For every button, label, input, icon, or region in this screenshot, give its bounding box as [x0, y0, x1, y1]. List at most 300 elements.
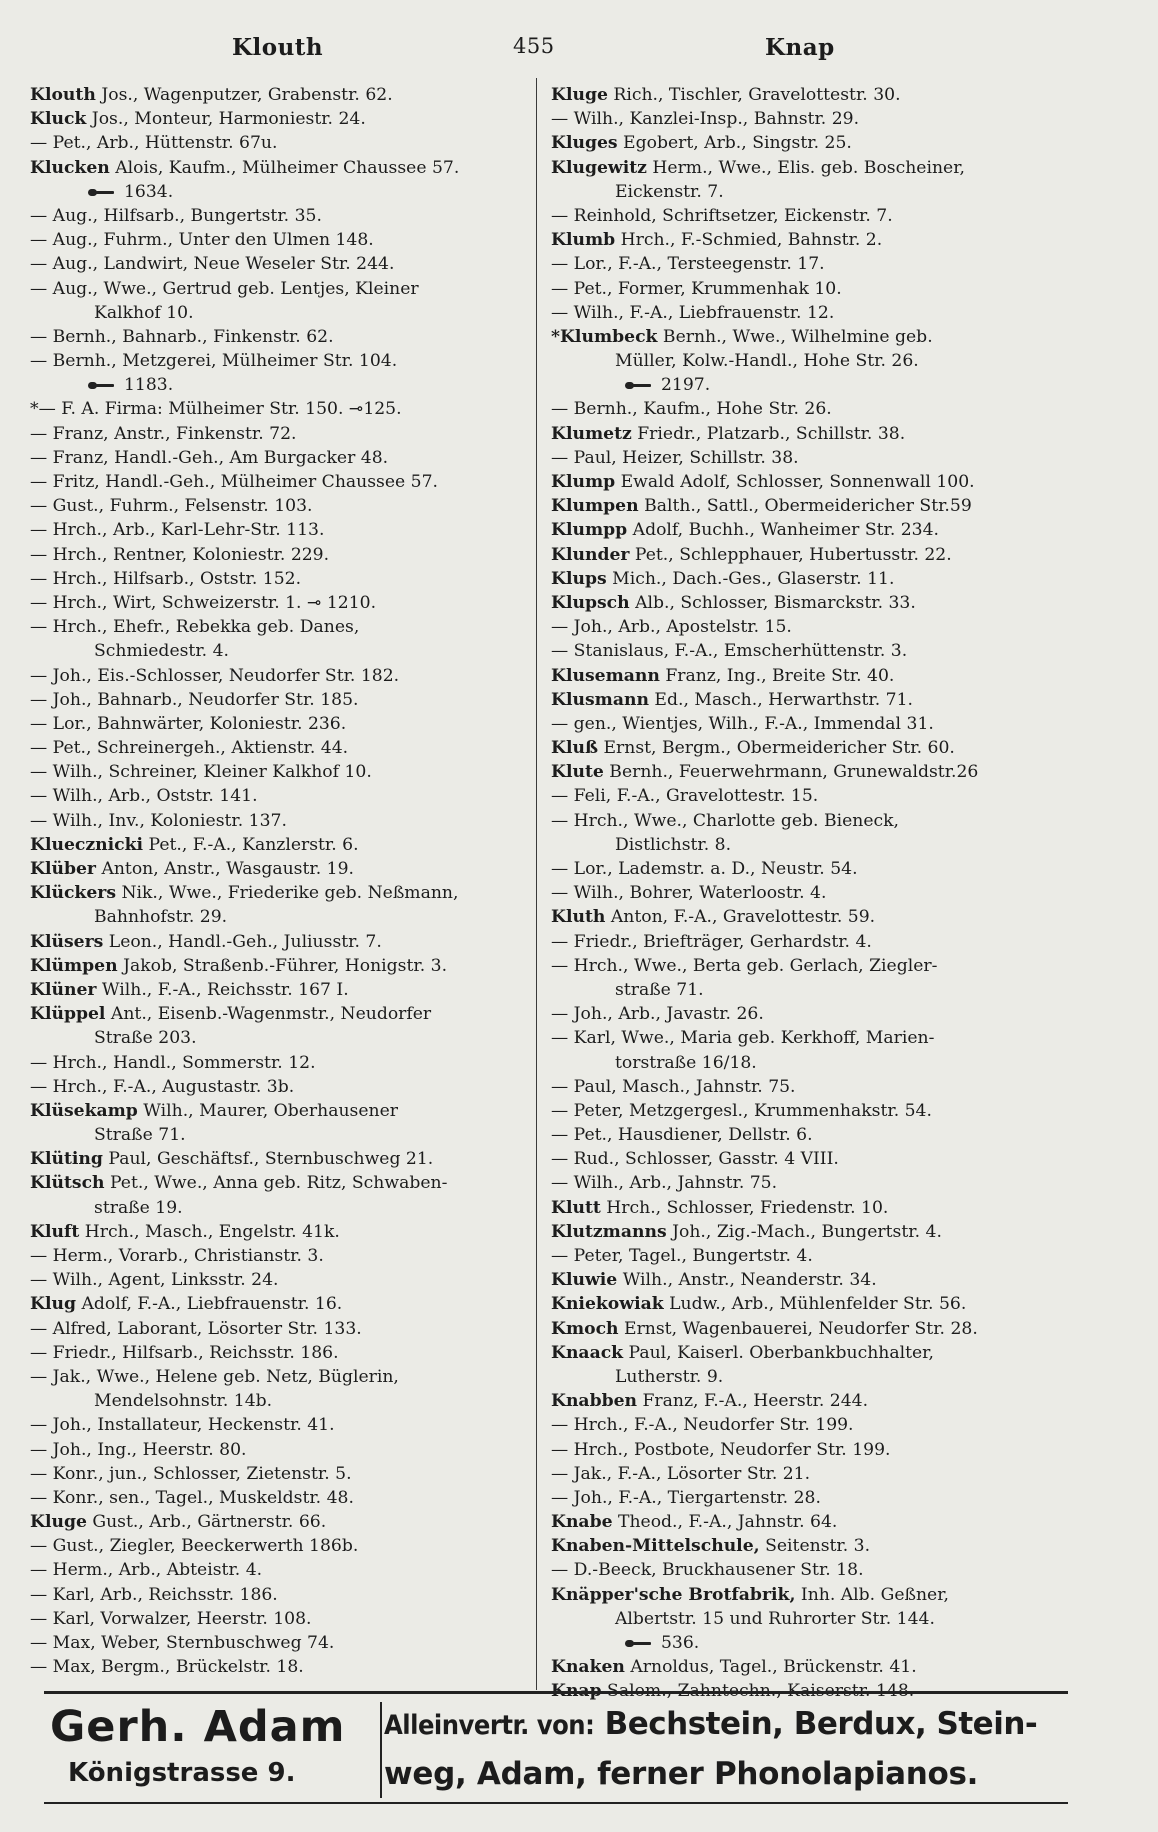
- entry-details: — Gust., Ziegler, Beeckerwerth 186b.: [30, 1536, 359, 1557]
- entry-details: — Hrch., F.-A., Augustastr. 3b.: [30, 1076, 295, 1097]
- directory-entry: [30, 156, 545, 180]
- entry-details: — Karl, Wwe., Maria geb. Kerkhoff, Marien-: [551, 1028, 935, 1049]
- entry-details: — Wilh., Arb., Jahnstr. 75.: [551, 1173, 778, 1194]
- entry-details: Seitenstr. 3.: [759, 1536, 871, 1557]
- entry-surname: Klumpp: [551, 520, 628, 541]
- entry-details: — Wilh., Bohrer, Waterloostr. 4.: [551, 883, 827, 904]
- entry-details: Straße 71.: [94, 1125, 186, 1146]
- entry-details: — Konr., jun., Schlosser, Zietenstr. 5.: [30, 1463, 352, 1484]
- entry-details: Franz, Ing., Breite Str. 40.: [659, 665, 895, 686]
- entry-details: straße 71.: [615, 979, 704, 1000]
- page-header: [0, 34, 1158, 66]
- entry-surname: Knabben: [551, 1391, 638, 1412]
- entry-details: Ludw., Arb., Mühlenfelder Str. 56.: [663, 1294, 967, 1315]
- entry-details: — Lor., F.-A., Tersteegenstr. 17.: [551, 254, 825, 275]
- directory-entry: [30, 930, 545, 954]
- directory-entry: [30, 1438, 545, 1462]
- entry-details: Egobert, Arb., Singstr. 25.: [617, 133, 852, 154]
- entry-details: Lutherstr. 9.: [615, 1366, 724, 1387]
- directory-entry: [30, 954, 545, 978]
- entry-details: — Joh., Installateur, Heckenstr. 41.: [30, 1415, 335, 1436]
- entry-details: Hrch., F.-Schmied, Bahnstr. 2.: [615, 230, 883, 251]
- directory-entry: [551, 1244, 1081, 1268]
- entry-details: Leon., Handl.-Geh., Juliusstr. 7.: [103, 931, 382, 952]
- entry-details: — Joh., Arb., Apostelstr. 15.: [551, 617, 792, 638]
- entry-details: — Pet., Schreinergeh., Aktienstr. 44.: [30, 738, 349, 759]
- directory-entry: [551, 1317, 1081, 1341]
- directory-entry: [30, 1123, 545, 1147]
- directory-entry: [551, 591, 1081, 615]
- directory-entry: [551, 784, 1081, 808]
- entry-details: Theod., F.-A., Jahnstr. 64.: [612, 1512, 838, 1533]
- entry-details: — Hrch., Rentner, Koloniestr. 229.: [30, 544, 330, 565]
- entry-details: Anton, Anstr., Wasgaustr. 19.: [95, 859, 354, 879]
- entry-details: Hrch., Schlosser, Friedenstr. 10.: [600, 1197, 889, 1218]
- directory-entry: [551, 1268, 1081, 1292]
- entry-surname: Klumb: [551, 230, 616, 251]
- directory-entry: [30, 204, 545, 228]
- directory-entry: [551, 325, 1081, 349]
- advertisement: [44, 1700, 1068, 1800]
- entry-surname: Kluges: [551, 133, 618, 154]
- directory-entry: [551, 1002, 1081, 1026]
- entry-details: Paul, Kaiserl. Oberbankbuchhalter,: [623, 1342, 934, 1363]
- ad-line-1: [384, 1706, 1037, 1742]
- entry-details: — Rud., Schlosser, Gasstr. 4 VIII.: [551, 1149, 839, 1170]
- directory-entry: [551, 688, 1081, 712]
- entry-details: Gust., Arb., Gärtnerstr. 66.: [86, 1512, 327, 1533]
- directory-entry: [30, 1510, 545, 1534]
- directory-entry: [30, 1341, 545, 1365]
- directory-entry: [551, 446, 1081, 470]
- entry-details: — Hrch., Handl., Sommerstr. 12.: [30, 1052, 316, 1073]
- entry-details: Ernst, Bergm., Obermeidericher Str. 60.: [598, 738, 955, 759]
- entry-surname: Kluß: [551, 738, 599, 759]
- entry-details: — Hrch., Arb., Karl-Lehr-Str. 113.: [30, 520, 325, 541]
- entry-details: — Wilh., Inv., Koloniestr. 137.: [30, 810, 287, 831]
- ad-address: Königstrasse 9.: [68, 1758, 296, 1788]
- entry-details: — Fritz, Handl.-Geh., Mülheimer Chaussee 57.: [30, 472, 438, 492]
- directory-entry: [551, 277, 1081, 301]
- entry-details: Straße 203.: [94, 1028, 197, 1049]
- entry-details: Eickenstr. 7.: [615, 181, 724, 202]
- entry-details: — Wilh., F.-A., Liebfrauenstr. 12.: [551, 302, 835, 323]
- directory-entry: [551, 1413, 1081, 1437]
- directory-entry: [551, 1196, 1081, 1220]
- entry-surname: Klucken: [30, 157, 110, 178]
- entry-surname: Klüsekamp: [30, 1100, 138, 1121]
- entry-details: — Wilh., Schreiner, Kleiner Kalkhof 10.: [30, 762, 372, 783]
- directory-entry: [30, 1389, 545, 1413]
- directory-entry: [30, 1075, 545, 1099]
- directory-entry: [551, 712, 1081, 736]
- entry-details: Distlichstr. 8.: [615, 834, 732, 855]
- entry-surname: Kluth: [551, 907, 606, 928]
- entry-details: — Hrch., Wwe., Berta geb. Gerlach, Ziegler-: [551, 955, 938, 976]
- entry-details: — Max, Weber, Sternbuschweg 74.: [30, 1633, 335, 1653]
- directory-entry: [30, 277, 545, 301]
- directory-entry: [30, 1655, 545, 1679]
- entry-details: — Pet., Hausdiener, Dellstr. 6.: [551, 1125, 813, 1146]
- directory-entry: [30, 397, 545, 421]
- directory-entry: [30, 1171, 545, 1195]
- directory-entry: [551, 1365, 1081, 1389]
- directory-entry: [30, 325, 545, 349]
- entry-details: Mich., Dach.-Ges., Glaserstr. 11.: [606, 568, 895, 589]
- entry-details: Alois, Kaufm., Mülheimer Chaussee 57.: [109, 157, 460, 178]
- entry-surname: Klups: [551, 568, 607, 589]
- directory-entry: [30, 736, 545, 760]
- entry-details: Anton, F.-A., Gravelottestr. 59.: [605, 907, 876, 928]
- directory-entry: [551, 252, 1081, 276]
- entry-surname: *Klumbeck: [551, 326, 658, 347]
- entry-details: — Bernh., Kaufm., Hohe Str. 26.: [551, 399, 832, 420]
- entry-details: — Friedr., Hilfsarb., Reichsstr. 186.: [30, 1342, 339, 1363]
- directory-entry: [30, 591, 545, 615]
- entry-details: Jakob, Straßenb.-Führer, Honigstr. 3.: [117, 955, 448, 976]
- entry-details: Jos., Monteur, Harmoniestr. 24.: [86, 109, 366, 130]
- entry-details: Friedr., Platzarb., Schillstr. 38.: [631, 423, 906, 444]
- directory-entry: [30, 301, 545, 325]
- directory-entry: [30, 252, 545, 276]
- directory-entry: [30, 373, 545, 397]
- entry-details: 2197.: [661, 375, 711, 396]
- directory-entry: [551, 1147, 1081, 1171]
- directory-entry: [30, 349, 545, 373]
- directory-entry: [551, 422, 1081, 446]
- entry-details: — Franz, Anstr., Finkenstr. 72.: [30, 423, 297, 444]
- telephone-icon: [88, 188, 118, 197]
- entry-surname: Klump: [551, 472, 616, 492]
- entry-details: — Paul, Masch., Jahnstr. 75.: [551, 1076, 796, 1097]
- entry-details: — Aug., Fuhrm., Unter den Ulmen 148.: [30, 230, 374, 251]
- entry-surname: Knabe: [551, 1512, 613, 1533]
- header-left-word: Klouth: [232, 34, 324, 61]
- directory-entry: [551, 1389, 1081, 1413]
- entry-surname: Kluge: [551, 85, 608, 105]
- entry-details: Ed., Masch., Herwarthstr. 71.: [648, 689, 913, 710]
- directory-entry: [30, 712, 545, 736]
- directory-entry: [551, 470, 1081, 494]
- entry-surname: Knaben-Mittelschule,: [551, 1536, 760, 1557]
- ad-company-name: Gerh. Adam: [50, 1702, 346, 1752]
- entry-surname: Klug: [30, 1294, 76, 1315]
- column-divider: [536, 78, 537, 1690]
- directory-entry: [551, 1583, 1081, 1607]
- entry-details: Kalkhof 10.: [94, 302, 194, 323]
- directory-entry: [551, 833, 1081, 857]
- directory-entry: [30, 1051, 545, 1075]
- entry-details: Wilh., F.-A., Reichsstr. 167 I.: [96, 979, 349, 1000]
- directory-entry: [551, 1099, 1081, 1123]
- right-column: [551, 83, 1081, 1704]
- ad-line-2: weg, Adam, ferner Phonolapianos.: [384, 1756, 979, 1792]
- directory-entry: [551, 494, 1081, 518]
- directory-entry: [30, 1462, 545, 1486]
- entry-details: — Hrch., Wwe., Charlotte geb. Bieneck,: [551, 810, 900, 831]
- header-right-word: Knap: [765, 34, 835, 61]
- entry-details: — Joh., Ing., Heerstr. 80.: [30, 1439, 247, 1460]
- entry-details: Adolf, F.-A., Liebfrauenstr. 16.: [75, 1294, 343, 1315]
- directory-entry: [30, 615, 545, 639]
- entry-details: — Alfred, Laborant, Lösorter Str. 133.: [30, 1318, 362, 1339]
- directory-entry: [551, 1438, 1081, 1462]
- ad-top-rule: [44, 1691, 1068, 1694]
- directory-entry: [30, 518, 545, 542]
- directory-entry: [551, 373, 1081, 397]
- directory-entry: [30, 1026, 545, 1050]
- entry-details: Albertstr. 15 und Ruhrorter Str. 144.: [615, 1608, 935, 1629]
- entry-surname: Klutzmanns: [551, 1221, 667, 1242]
- entry-details: — Joh., Eis.-Schlosser, Neudorfer Str. 182.: [30, 665, 400, 686]
- directory-entry: [551, 1341, 1081, 1365]
- entry-surname: Kluge: [30, 1512, 87, 1533]
- directory-entry: [30, 784, 545, 808]
- entry-surname: Klüber: [30, 859, 96, 879]
- entry-details: Alb., Schlosser, Bismarckstr. 33.: [629, 592, 916, 613]
- directory-entry: [30, 470, 545, 494]
- entry-details: Balth., Sattl., Obermeidericher Str.59: [638, 496, 972, 517]
- entry-details: Rich., Tischler, Gravelottestr. 30.: [607, 85, 901, 105]
- directory-entry: [551, 204, 1081, 228]
- entry-details: — Karl, Vorwalzer, Heerstr. 108.: [30, 1608, 312, 1629]
- entry-details: Ernst, Wagenbauerei, Neudorfer Str. 28.: [618, 1318, 978, 1339]
- entry-details: Joh., Zig.-Mach., Bungertstr. 4.: [666, 1221, 942, 1242]
- entry-details: Adolf, Buchh., Wanheimer Str. 234.: [627, 520, 940, 541]
- directory-entry: [551, 905, 1081, 929]
- directory-entry: [30, 543, 545, 567]
- entry-details: straße 19.: [94, 1197, 183, 1218]
- entry-details: — Jak., F.-A., Lösorter Str. 21.: [551, 1463, 811, 1484]
- directory-entry: [30, 1365, 545, 1389]
- entry-details: — Hrch., Ehefr., Rebekka geb. Danes,: [30, 617, 360, 638]
- entry-details: Franz, F.-A., Heerstr. 244.: [637, 1391, 869, 1412]
- directory-entry: [551, 978, 1081, 1002]
- directory-entry: [30, 978, 545, 1002]
- directory-entry: [551, 1220, 1081, 1244]
- directory-entry: [551, 107, 1081, 131]
- page-number: 455: [513, 34, 555, 58]
- ad-lead: Alleinvertr. von:: [384, 1710, 595, 1741]
- entry-details: Jos., Wagenputzer, Grabenstr. 62.: [95, 85, 393, 105]
- directory-entry: [30, 881, 545, 905]
- directory-entry: [30, 1583, 545, 1607]
- entry-details: Schmiedestr. 4.: [94, 641, 229, 662]
- directory-entry: [551, 736, 1081, 760]
- entry-details: — Paul, Heizer, Schillstr. 38.: [551, 447, 799, 468]
- directory-entry: [551, 156, 1081, 180]
- directory-entry: [30, 180, 545, 204]
- directory-entry: [30, 1220, 545, 1244]
- entry-details: — Hrch., Postbote, Neudorfer Str. 199.: [551, 1439, 891, 1460]
- entry-details: — Franz, Handl.-Geh., Am Burgacker 48.: [30, 447, 389, 468]
- directory-entry: [30, 1196, 545, 1220]
- entry-details: — Pet., Arb., Hüttenstr. 67u.: [30, 133, 278, 154]
- entry-details: — Feli, F.-A., Gravelottestr. 15.: [551, 786, 819, 807]
- entry-details: — Herm., Arb., Abteistr. 4.: [30, 1560, 263, 1581]
- entry-details: 536.: [661, 1633, 700, 1653]
- entry-details: — Joh., Bahnarb., Neudorfer Str. 185.: [30, 689, 359, 710]
- directory-entry: [30, 1268, 545, 1292]
- entry-surname: Knaack: [551, 1342, 624, 1363]
- entry-surname: Klupsch: [551, 592, 630, 613]
- entry-details: — gen., Wientjes, Wilh., F.-A., Immendal 31.: [551, 713, 934, 734]
- entry-details: — Gust., Fuhrm., Felsenstr. 103.: [30, 496, 313, 517]
- entry-details: Wilh., Anstr., Neanderstr. 34.: [617, 1270, 877, 1291]
- entry-details: — Lor., Lademstr. a. D., Neustr. 54.: [551, 859, 858, 879]
- telephone-icon: [88, 381, 118, 390]
- directory-entry: [551, 1631, 1081, 1655]
- directory-entry: [551, 1607, 1081, 1631]
- entry-surname: Klusemann: [551, 665, 660, 686]
- directory-entry: [551, 1171, 1081, 1195]
- entry-surname: Klückers: [30, 883, 117, 904]
- entry-details: Müller, Kolw.-Handl., Hohe Str. 26.: [615, 351, 919, 372]
- entry-details: Bahnhofstr. 29.: [94, 907, 228, 928]
- entry-surname: Klümpen: [30, 955, 118, 976]
- left-column: [30, 83, 545, 1679]
- directory-entry: [551, 615, 1081, 639]
- directory-entry: [30, 1147, 545, 1171]
- directory-entry: [30, 228, 545, 252]
- entry-details: Pet., Wwe., Anna geb. Ritz, Schwaben-: [104, 1173, 448, 1194]
- directory-entry: [551, 518, 1081, 542]
- entry-details: — Hrch., Wirt, Schweizerstr. 1. ⊸ 1210.: [30, 592, 377, 613]
- entry-surname: Klunder: [551, 544, 630, 565]
- directory-entry: [30, 1631, 545, 1655]
- directory-entry: [551, 1534, 1081, 1558]
- entry-details: — Max, Bergm., Brückelstr. 18.: [30, 1657, 304, 1678]
- entry-details: Paul, Geschäftsf., Sternbuschweg 21.: [102, 1149, 434, 1170]
- directory-entry: [551, 397, 1081, 421]
- entry-details: 1634.: [124, 181, 174, 202]
- directory-entry: [551, 809, 1081, 833]
- entry-details: torstraße 16/18.: [615, 1052, 757, 1073]
- entry-surname: Klute: [551, 762, 604, 783]
- directory-entry: [30, 1413, 545, 1437]
- entry-details: Wilh., Maurer, Oberhausener: [137, 1100, 398, 1121]
- directory-entry: [551, 1655, 1081, 1679]
- entry-surname: Klugewitz: [551, 157, 647, 178]
- directory-entry: [551, 543, 1081, 567]
- directory-entry: [30, 446, 545, 470]
- directory-entry: [30, 688, 545, 712]
- directory-entry: [551, 1462, 1081, 1486]
- directory-entry: [30, 567, 545, 591]
- directory-entry: [30, 1486, 545, 1510]
- entry-details: 1183.: [124, 375, 174, 396]
- entry-details: Inh. Alb. Geßner,: [795, 1584, 950, 1605]
- directory-entry: [551, 1486, 1081, 1510]
- directory-entry: [551, 881, 1081, 905]
- directory-entry: [30, 1534, 545, 1558]
- directory-entry: [30, 107, 545, 131]
- entry-details: — D.-Beeck, Bruckhausener Str. 18.: [551, 1560, 864, 1581]
- directory-entry: [551, 1026, 1081, 1050]
- entry-details: Bernh., Wwe., Wilhelmine geb.: [657, 326, 933, 347]
- directory-entry: [551, 664, 1081, 688]
- directory-entry: [30, 83, 545, 107]
- entry-details: — Aug., Wwe., Gertrud geb. Lentjes, Kleiner: [30, 278, 419, 299]
- directory-entry: [551, 180, 1081, 204]
- entry-surname: Kniekowiak: [551, 1294, 664, 1315]
- entry-details: — Bernh., Bahnarb., Finkenstr. 62.: [30, 326, 334, 347]
- directory-entry: [551, 1292, 1081, 1316]
- directory-entry: [551, 83, 1081, 107]
- directory-entry: [551, 857, 1081, 881]
- directory-entry: [551, 760, 1081, 784]
- entry-details: *— F. A. Firma: Mülheimer Str. 150. ⊸125.: [30, 399, 402, 420]
- entry-details: Ant., Eisenb.-Wagenmstr., Neudorfer: [105, 1004, 432, 1025]
- entry-details: — Aug., Landwirt, Neue Weseler Str. 244.: [30, 254, 395, 275]
- entry-surname: Knäpper'sche Brotfabrik,: [551, 1584, 796, 1605]
- ad-separator: [380, 1702, 382, 1798]
- entry-surname: Klumpen: [551, 496, 639, 517]
- entry-details: — Reinhold, Schriftsetzer, Eickenstr. 7.: [551, 205, 893, 226]
- directory-entry: [30, 1607, 545, 1631]
- entry-surname: Klütsch: [30, 1173, 105, 1194]
- directory-entry: [30, 857, 545, 881]
- entry-surname: Klusmann: [551, 689, 649, 710]
- directory-entry: [30, 131, 545, 155]
- directory-entry: [30, 1292, 545, 1316]
- entry-surname: Kluwie: [551, 1270, 618, 1291]
- directory-entry: [551, 1510, 1081, 1534]
- entry-details: — Joh., F.-A., Tiergartenstr. 28.: [551, 1487, 821, 1508]
- entry-details: Herm., Wwe., Elis. geb. Boscheiner,: [646, 157, 966, 178]
- entry-surname: Kluft: [30, 1221, 80, 1242]
- entry-details: — Peter, Metzgergesl., Krummenhakstr. 54.: [551, 1100, 932, 1121]
- entry-surname: Klumetz: [551, 423, 632, 444]
- entry-details: — Peter, Tagel., Bungertstr. 4.: [551, 1246, 813, 1266]
- entry-surname: Klouth: [30, 85, 96, 105]
- entry-details: Pet., Schlepphauer, Hubertusstr. 22.: [629, 544, 952, 565]
- entry-details: — Joh., Arb., Javastr. 26.: [551, 1004, 764, 1025]
- entry-details: Hrch., Masch., Engelstr. 41k.: [79, 1221, 340, 1242]
- directory-entry: [30, 760, 545, 784]
- entry-surname: Klüsers: [30, 931, 104, 952]
- entry-surname: Knaken: [551, 1657, 625, 1678]
- entry-details: — Aug., Hilfsarb., Bungertstr. 35.: [30, 205, 322, 226]
- entry-surname: Klüner: [30, 979, 97, 1000]
- entry-details: — Pet., Former, Krummenhak 10.: [551, 278, 842, 299]
- directory-entry: [551, 567, 1081, 591]
- entry-details: Pet., F.-A., Kanzlerstr. 6.: [143, 834, 359, 855]
- directory-entry: [30, 639, 545, 663]
- directory-entry: [551, 639, 1081, 663]
- entry-details: — Wilh., Kanzlei-Insp., Bahnstr. 29.: [551, 109, 860, 130]
- directory-entry: [30, 1244, 545, 1268]
- directory-entry: [551, 228, 1081, 252]
- entry-details: — Hrch., F.-A., Neudorfer Str. 199.: [551, 1415, 854, 1436]
- entry-details: — Hrch., Hilfsarb., Oststr. 152.: [30, 568, 302, 589]
- directory-entry: [30, 809, 545, 833]
- entry-details: — Bernh., Metzgerei, Mülheimer Str. 104.: [30, 351, 398, 372]
- directory-entry: [551, 1051, 1081, 1075]
- entry-details: Arnoldus, Tagel., Brückenstr. 41.: [624, 1657, 917, 1678]
- entry-details: — Stanislaus, F.-A., Emscherhüttenstr. 3.: [551, 641, 908, 662]
- entry-surname: Kmoch: [551, 1318, 619, 1339]
- entry-surname: Kluck: [30, 109, 87, 130]
- entry-details: — Wilh., Agent, Linksstr. 24.: [30, 1270, 279, 1291]
- directory-entry: [30, 1002, 545, 1026]
- entry-details: Nik., Wwe., Friederike geb. Neßmann,: [116, 883, 459, 904]
- directory-entry: [30, 905, 545, 929]
- entry-details: — Konr., sen., Tagel., Muskeldstr. 48.: [30, 1487, 354, 1508]
- directory-entry: [551, 1123, 1081, 1147]
- ad-line-1-text: Bechstein, Berdux, Stein-: [604, 1706, 1038, 1742]
- directory-entry: [551, 301, 1081, 325]
